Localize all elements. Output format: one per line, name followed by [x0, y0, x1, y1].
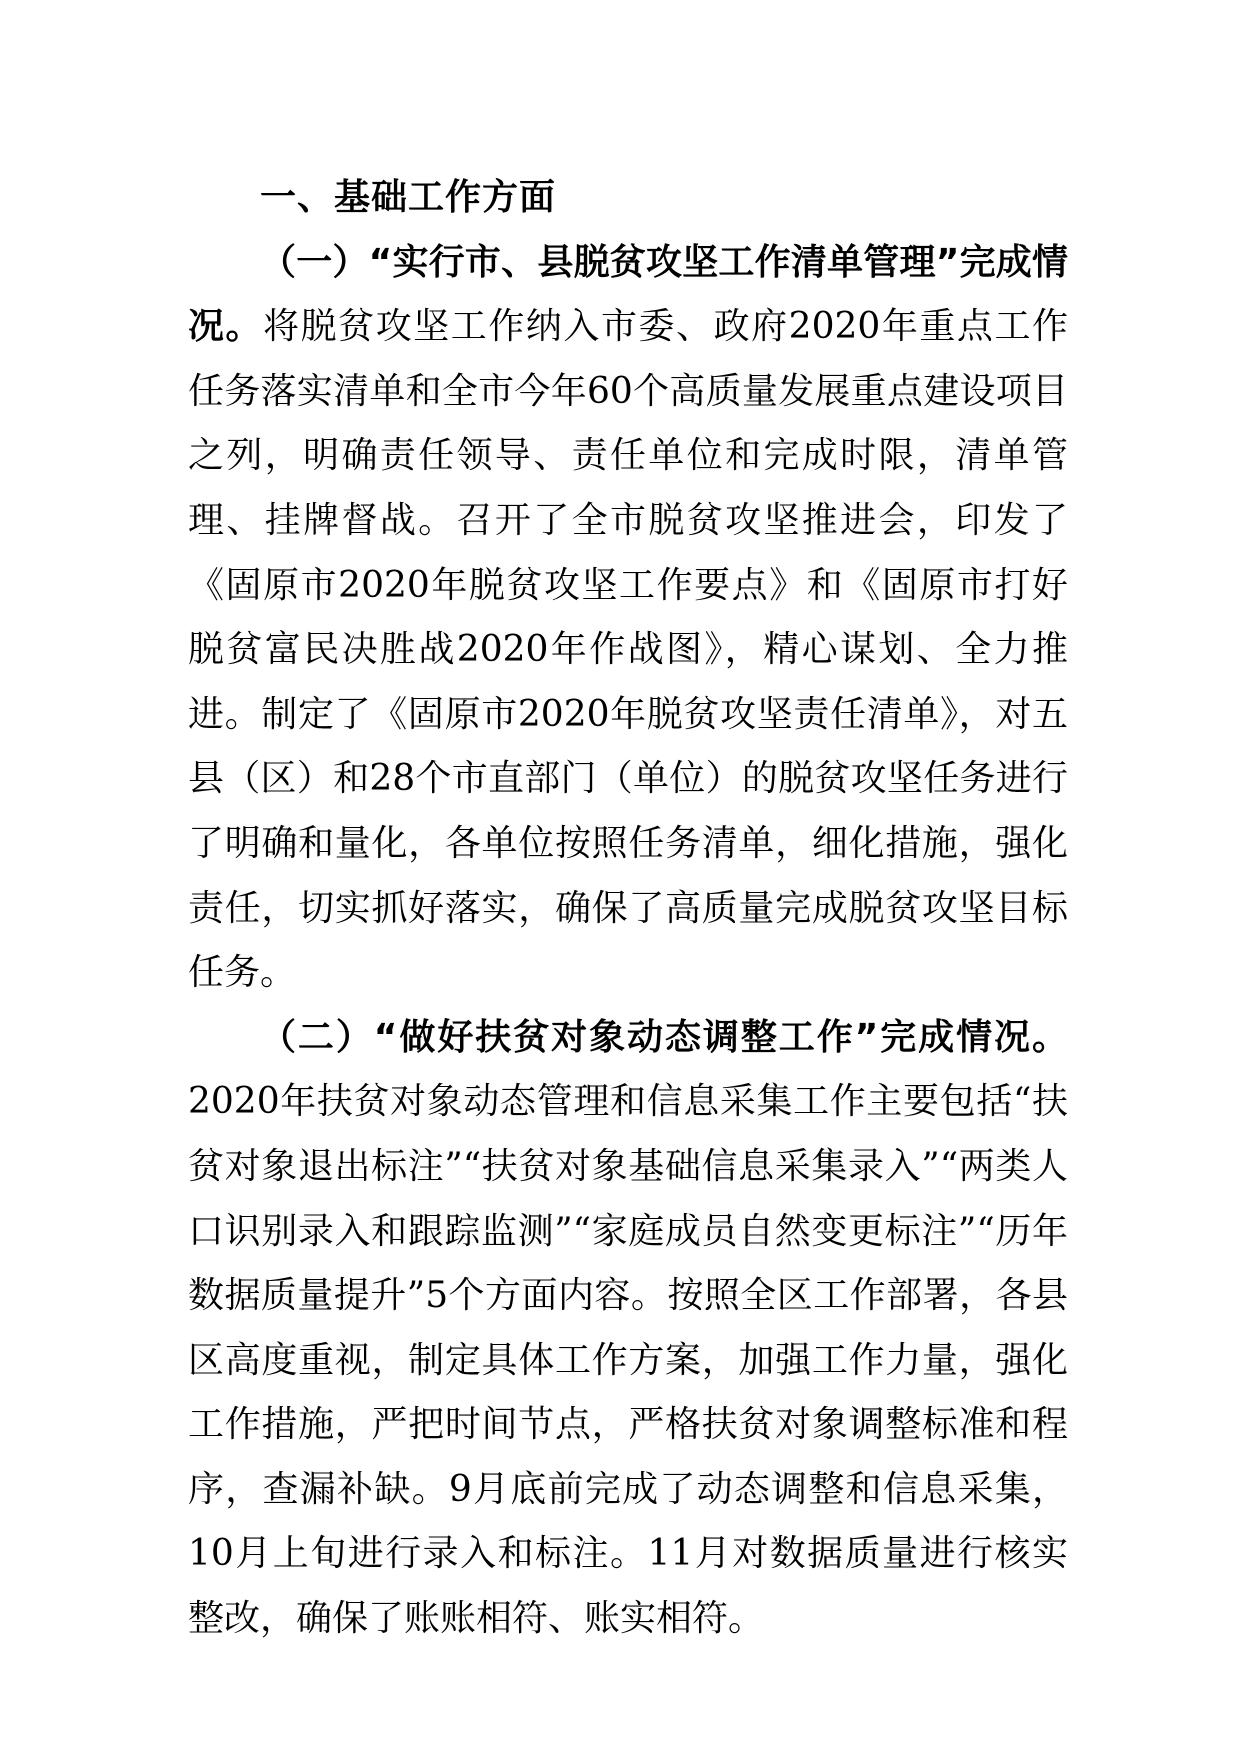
subsection-2-body: 2020年扶贫对象动态管理和信息采集工作主要包括“扶贫对象退出标注”“扶贫对象基础信息采集录入”“两类人口识别录入和跟踪监测”“家庭成员自然变更标注”“历年数据质量提升”5个方面内容。按照全区工作部署，各县区高度重视，制定具体工作方案，加强工作力量，强化工作措施，严把时间节点，严格扶贫对象调整标准和程序，查漏补缺。9月底前完成了动态调整和信息采集，10月上旬进行录入和标注。11月对数据质量进行核实整改，确保了账账相符、账实相符。: [188, 1081, 1068, 1640]
document-body: [188, 166, 1068, 1652]
section-heading: 一、基础工作方面: [260, 177, 557, 218]
subsection-1-body: 将脱贫攻坚工作纳入市委、政府2020年重点工作任务落实清单和全市今年60个高质量发展重点建设项目之列，明确责任领导、责任单位和完成时限，清单管理、挂牌督战。召开了全市脱贫攻坚推进会，印发了《固原市2020年脱贫攻坚工作要点》和《固原市打好脱贫富民决胜战2020年作战图》，精心谋划、全力推进。制定了《固原市2020年脱贫攻坚责任清单》，对五县（区）和28个市直部门（单位）的脱贫攻坚任务进行了明确和量化，各单位按照任务清单，细化措施，强化责任，切实抓好落实，确保了高质量完成脱贫攻坚目标任务。: [188, 306, 1068, 994]
subsection-1-lead: （一）“实行市、县脱贫攻坚工作清单管理”完成情况。: [188, 241, 1068, 348]
subsection-1-paragraph: [188, 231, 1068, 1006]
subsection-2-lead: （二）“做好扶贫对象动态调整工作”完成情况。: [260, 1016, 1068, 1058]
subsection-2-paragraph: [188, 1006, 1068, 1652]
